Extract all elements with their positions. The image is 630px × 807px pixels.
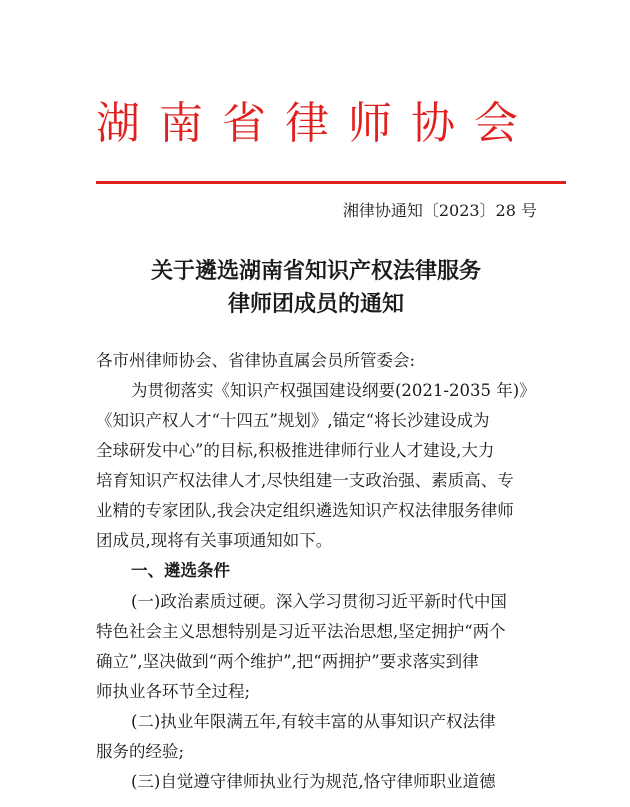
intro-line: 《知识产权人才“十四五”规划》,锚定“将长沙建设成为 xyxy=(96,411,490,430)
condition-item-line: (三)自觉遵守律师执业行为规范,恪守律师职业道德 xyxy=(131,772,496,791)
document-title-line-1: 关于遴选湖南省知识产权法律服务 xyxy=(150,259,481,284)
letterhead-red-rule xyxy=(96,181,566,184)
condition-item-line: 特色社会主义思想特别是习近平法治思想,坚定拥护“两个 xyxy=(96,622,506,641)
intro-line: 全球研发中心”的目标,积极推进律师行业人才建设,大力 xyxy=(96,441,495,460)
intro-line: 业精的专家团队,我会决定组织遴选知识产权法律服务律师 xyxy=(96,501,514,520)
intro-line: 团成员,现将有关事项通知如下。 xyxy=(96,531,333,550)
condition-item-line: (二)执业年限满五年,有较丰富的从事知识产权法律 xyxy=(131,712,496,731)
salutation: 各市州律师协会、省律协直属会员所管委会: xyxy=(96,351,416,370)
condition-item-line: 服务的经验; xyxy=(96,742,185,761)
letterhead-org-name: 湖南省律师协会 xyxy=(96,98,537,149)
document-title-line-2: 律师团成员的通知 xyxy=(227,292,404,317)
intro-line: 为贯彻落实《知识产权强国建设纲要(2021-2035 年)》 xyxy=(131,381,536,400)
condition-item-line: (一)政治素质过硬。深入学习贯彻习近平新时代中国 xyxy=(131,592,507,611)
condition-item-line: 师执业各环节全过程; xyxy=(96,682,251,701)
document-number: 湘律协通知〔2023〕28 号 xyxy=(342,201,537,220)
section-heading: 一、遴选条件 xyxy=(131,561,230,580)
condition-item-line: 确立”,坚决做到“两个维护”,把“两拥护”要求落实到律 xyxy=(96,652,479,671)
intro-line: 培育知识产权法律人才,尽快组建一支政治强、素质高、专 xyxy=(96,471,514,490)
